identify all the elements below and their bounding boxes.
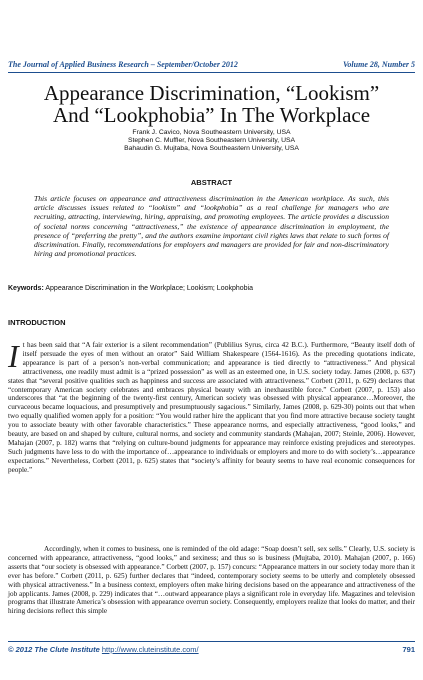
copyright: © 2012 The Clute Institute: [8, 645, 100, 654]
header-rule: [8, 72, 415, 73]
keywords-label: Keywords:: [8, 285, 44, 292]
publisher-link[interactable]: http://www.cluteinstitute.com/: [101, 645, 199, 654]
introduction-heading: INTRODUCTION: [8, 318, 66, 327]
keywords: [8, 285, 415, 292]
article-title-line-2: And “Lookphobia” In The Workplace: [52, 103, 371, 127]
journal-title: The Journal of Applied Business Research – September/October 2012: [8, 60, 238, 69]
intro-paragraph-1: [8, 338, 415, 475]
drop-cap: I: [8, 338, 19, 374]
author-3: Bahaudin G. Mujtaba, Nova Southeastern University, USA: [124, 145, 299, 152]
intro-paragraph-1-text: t has been said that “A fair exterior is a silent recommendation” (Publilius Syrus, circa 42 B.C.). Furthermore, “Beauty itself doth of itself persuade the eyes of men without an orator” Said William Shakespeare (1564-1616). As the preceding quotations indicate, appearance is part of a person’s non-verbal communication; and appearance is tied directly to “attractiveness.” And physical attractiveness, one readily must admit is a “prized possession” as well as an esteemed one, in U.S. society today. James (2008, p. 637) states that “several positive qualities such as happiness and success are associated with attractiveness.” Corbett (2011, p. 629) declares that “contemporary American society celebrates and embraces physical beauty with an inexhaustible force.” Corbett (2007, p. 153) also underscores that “at the beginning of the twenty-first century, American society was obsessed with physical appearance…Moreover, the curvaceous became loquacious, and presumptively and presumptuously sagacious.” Similarly, James (2008, p. 629-30) points out that when two equally qualified women apply for a position: “You would rather hire the applicant that you find more attractive because society taught you to associate beauty with other favorable characteristics.” These appearance norms, and especially attractiveness, “good looks,” and beauty, are based on and shaped by culture, cultural norms, and society and community standards (Mahajan, 2007; Steinle, 2006). However, Mahajan (2007, p. 182) warns that “relying on culture-bound judgments for appearance may reinforce existing prejudices and stereotypes. Such judgments have less to do with the importance of…appearance to individuals or employers and more to do with society’s…appearance expectations.” Nevertheless, Corbett (2011, p. 625) states that “society’s affinity for beauty seems to have real economic consequences for people.”: [8, 341, 415, 474]
page-number: 791: [402, 645, 415, 654]
intro-paragraph-2: Accordingly, when it comes to business, one is reminded of the old adage: “Soap doesn’t sell, sex sells.” Clearly, U.S. society is concerned with appearance, attractiveness, “good looks,” and sexiness; and thus so is business (Mujtaba, 2010). Mahajan (2007, p. 166) asserts that “our society is obsessed with appearance.” Corbett (2007, p. 157) concurs: “Appearance matters in our society today more than it ever has before.” Corbett (2011, p. 625) further declares that “indeed, contemporary society seems to be utterly and completely obsessed with physical attractiveness.” In a business context, employers often make hiring decisions based on the appearance and attractiveness of the job applicants. James (2008, p. 229) indicates that “…outward appearance plays a significant role in everyday life. Magazines and television programs that illustrate America’s obsession with appearance overrun society. Consequently, employers realize that looks do matter, and their hiring decisions reflect this simple: [8, 545, 415, 616]
running-header: [8, 60, 415, 70]
abstract-text: This article focuses on appearance and attractiveness discrimination in the American workplace. As such, this article discusses issues related to “lookism” and “lookphobia” as a real challenge for managers who are recruiting, attracting, interviewing, hiring, appraising, and promoting employees. The article provides a discussion of societal norms concerning “attractiveness,” the existence of appearance discrimination in employment, the presence of “preferring the pretty”, and the authors examine important civil rights laws that relate to such forms of discrimination. Finally, recommendations for employers and managers are provided for fair and non-discriminatory hiring and promotional practices.: [34, 194, 389, 259]
keywords-text: Appearance Discrimination in the Workplace; Lookism; Lookphobia: [45, 285, 254, 292]
author-2: Stephen C. Muffler, Nova Southeastern University, USA: [127, 137, 296, 144]
author-1: Frank J. Cavico, Nova Southeastern University, USA: [132, 129, 291, 136]
journal-volume: Volume 28, Number 5: [342, 60, 415, 69]
footer-rule: [8, 641, 415, 642]
footer-left: [8, 645, 199, 654]
abstract-heading: ABSTRACT: [190, 178, 233, 187]
page-footer: [8, 645, 415, 655]
article-title-line-1: Appearance Discrimination, “Lookism”: [43, 81, 380, 105]
